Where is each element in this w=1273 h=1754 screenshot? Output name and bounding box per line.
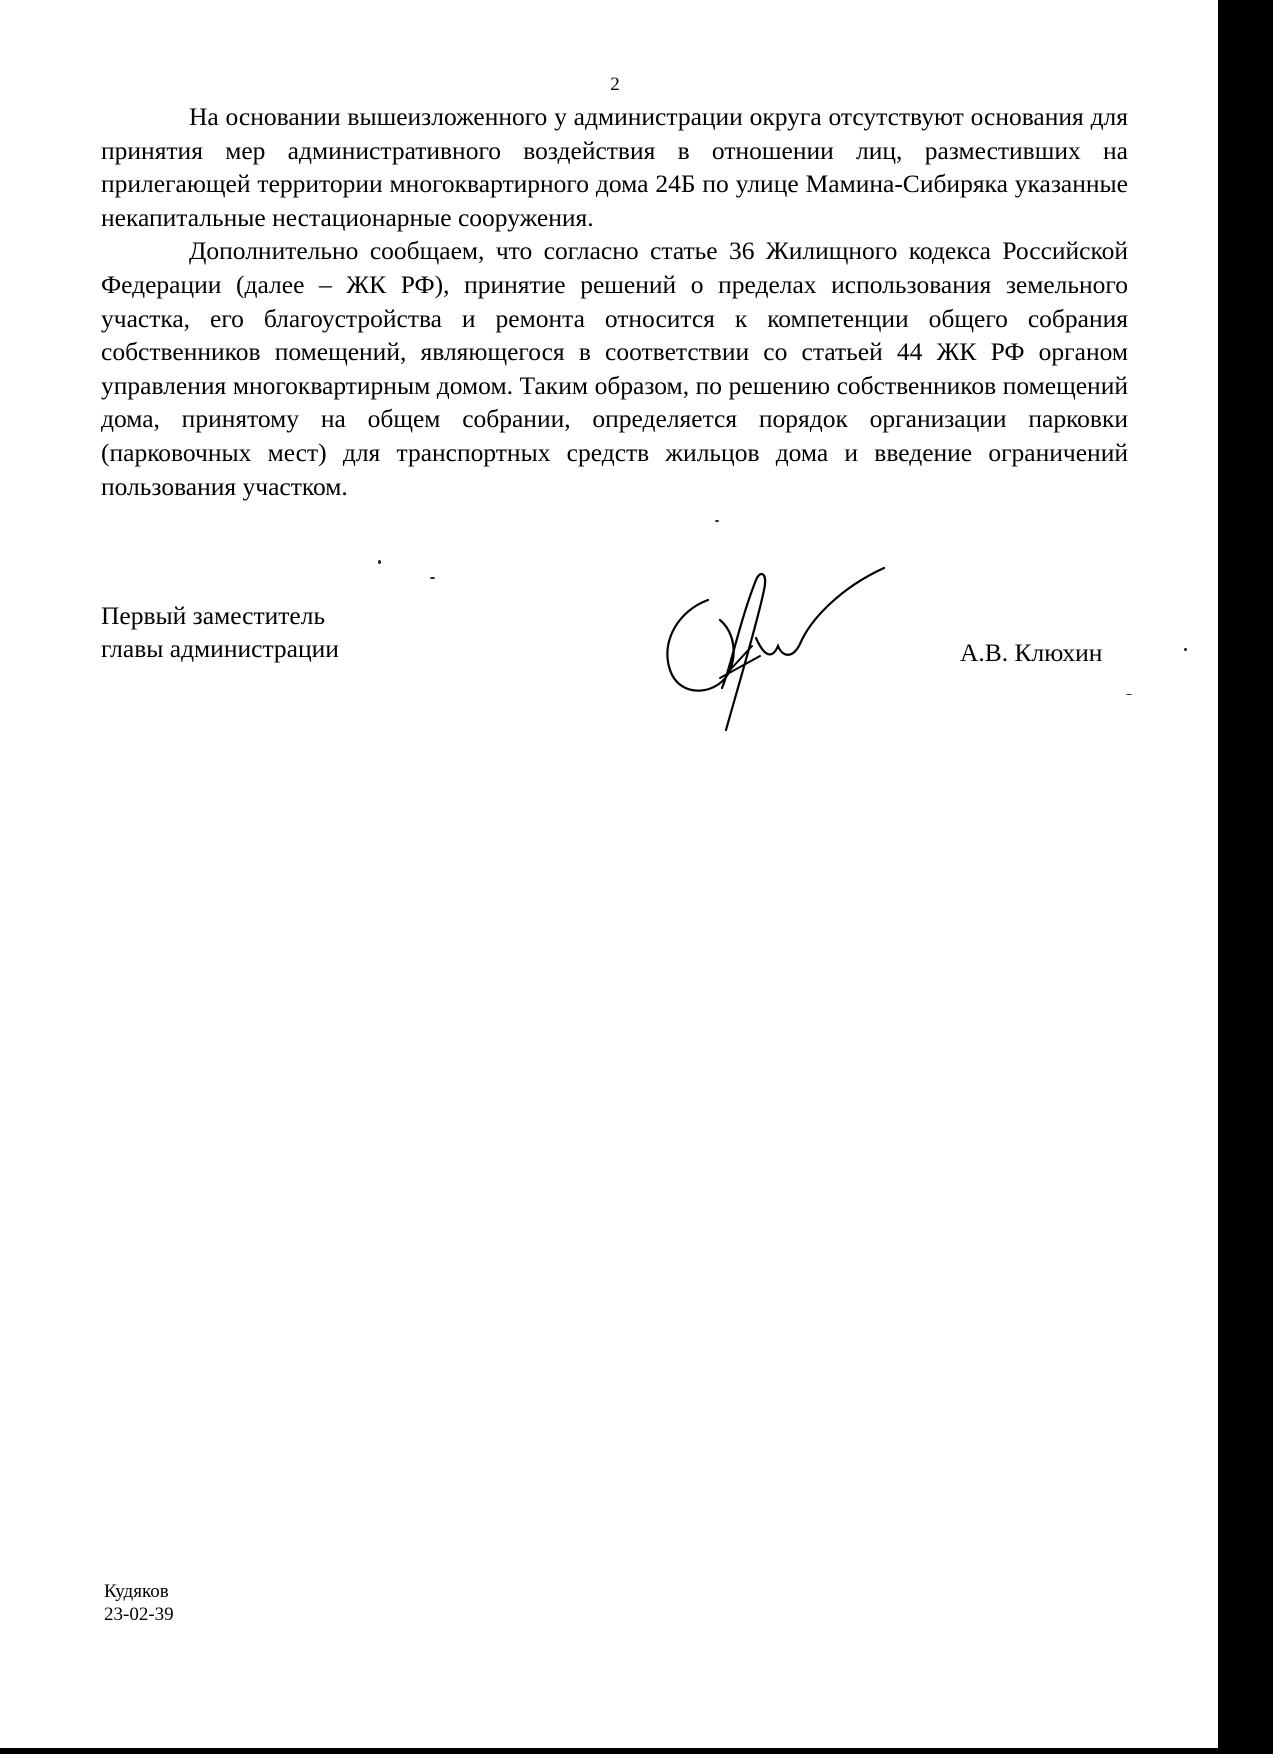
- scan-speck: [430, 577, 435, 579]
- executor-phone: 23-02-39: [104, 1604, 174, 1625]
- scan-speck: [715, 520, 719, 522]
- letter-body: [101, 100, 1128, 503]
- scan-speck: [1184, 648, 1187, 651]
- scan-speck: [1126, 694, 1132, 695]
- scan-speck: [378, 560, 381, 564]
- position-line-1: Первый заместитель: [101, 601, 326, 630]
- position-line-2: главы администрации: [101, 634, 339, 663]
- paragraph-1: На основании вышеизложенного у администрации округа отсутствуют основания для принятия мер административного воздействия в отношении лиц, разместивших на прилегающей территории многоквартирного дома 24Б по улице Мамина-Сибиряка указанные некапитальные нестационарные сооружения.: [101, 102, 1128, 232]
- signatory-name: А.В. Клюхин: [960, 638, 1103, 667]
- handwritten-signature: [660, 560, 900, 740]
- executor-info: [104, 1580, 174, 1626]
- executor-name: Кудяков: [104, 1581, 169, 1602]
- page-number: 2: [610, 74, 620, 95]
- signatory-position: [101, 599, 339, 665]
- paragraph-2: Дополнительно сообщаем, что согласно статье 36 Жилищного кодекса Российской Федерации (далее – ЖК РФ), принятие решений о пределах использования земельного участка, его благоустройства и ремонта относится к компетенции общего собрания собственников помещений, являющегося в соответствии со статьей 44 ЖК РФ органом управления многоквартирным домом. Таким образом, по решению собственников помещений дома, принятому на общем собрании, определяется порядок организации парковки (парковочных мест) для транспортных средств жильцов дома и введение ограничений пользования участком.: [101, 236, 1128, 501]
